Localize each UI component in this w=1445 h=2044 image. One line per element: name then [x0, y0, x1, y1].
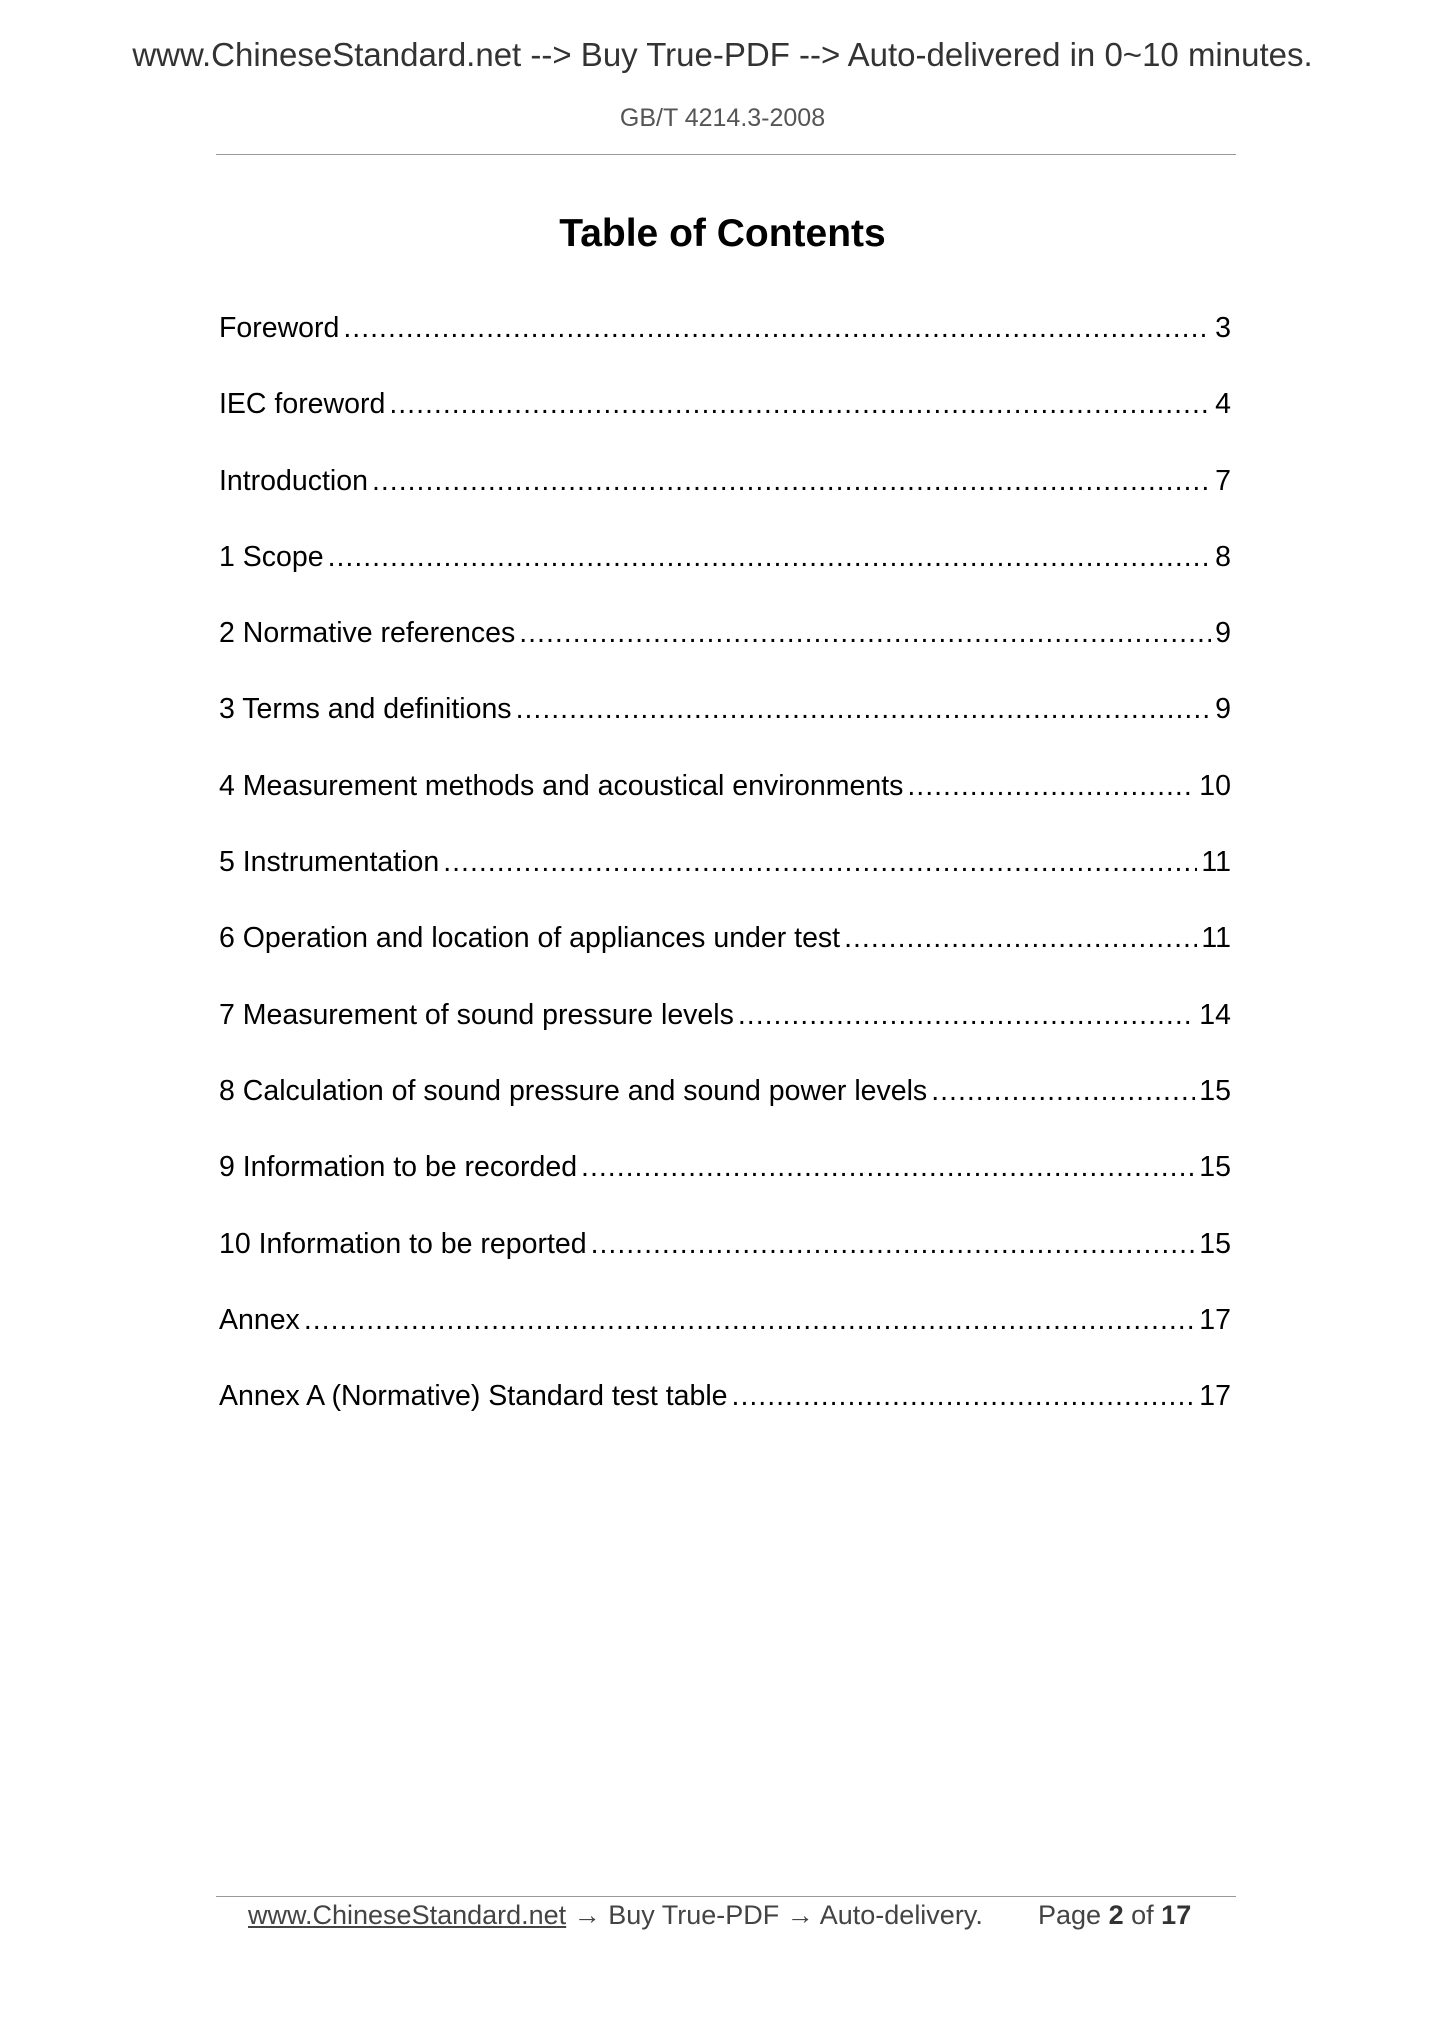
toc-entry-label: 10 Information to be reported: [219, 1227, 587, 1260]
toc-entry-page: 7: [1215, 464, 1231, 497]
toc-entry-iec-foreword[interactable]: [219, 388, 1231, 464]
footer-page-word: Page: [1038, 1900, 1102, 1930]
footer-website-link[interactable]: www.ChineseStandard.net: [248, 1900, 567, 1930]
footer-delivery-text: → Buy True-PDF → Auto-delivery.: [566, 1900, 983, 1930]
toc-entry-page: 9: [1215, 617, 1231, 650]
toc-entry-label: 3 Terms and definitions: [219, 693, 512, 726]
toc-entry-page: 14: [1199, 998, 1231, 1031]
toc-entry-label: 9 Information to be recorded: [219, 1151, 578, 1184]
header-divider: [216, 154, 1236, 155]
toc-entry-introduction[interactable]: [219, 465, 1231, 541]
toc-entry-page: 17: [1199, 1303, 1231, 1336]
toc-entry-label: 5 Instrumentation: [219, 846, 440, 879]
toc-entry-foreword[interactable]: [219, 312, 1231, 388]
footer-total-pages: 17: [1161, 1900, 1192, 1930]
toc-entry-page: 8: [1215, 540, 1231, 573]
toc-entry-annex-a[interactable]: [219, 1380, 1231, 1456]
footer-current-page: 2: [1108, 1900, 1124, 1930]
toc-dot-leader: [343, 312, 1211, 345]
toc-entry-label: IEC foreword: [219, 388, 386, 421]
toc-dot-leader: [372, 465, 1211, 498]
footer-divider: [216, 1896, 1236, 1897]
toc-entry-label: 7 Measurement of sound pressure levels: [219, 998, 734, 1031]
toc-entry-label: Annex: [219, 1303, 300, 1336]
toc-entry-page: 17: [1199, 1380, 1231, 1413]
toc-entry-label: 6 Operation and location of appliances under test: [219, 922, 841, 955]
toc-entry-measurement-of-sound-pressure[interactable]: [219, 999, 1231, 1075]
toc-entry-label: Foreword: [219, 312, 340, 344]
toc-entry-page: 11: [1201, 922, 1231, 955]
toc-entry-label: 8 Calculation of sound pressure and sound power levels: [219, 1074, 928, 1107]
toc-entry-label: 2 Normative references: [219, 617, 516, 650]
toc-entry-terms-and-definitions[interactable]: [219, 693, 1231, 769]
toc-entry-label: Introduction: [219, 464, 368, 497]
toc-entry-normative-references[interactable]: [219, 617, 1231, 693]
toc-dot-leader: [907, 770, 1195, 803]
standard-number-header: GB/T 4214.3-2008: [619, 104, 826, 132]
toc-entry-page: 15: [1199, 1074, 1231, 1107]
toc-entry-page: 3: [1215, 312, 1231, 344]
toc-entry-page: 11: [1201, 846, 1231, 879]
top-banner: www.ChineseStandard.net --> Buy True-PDF --> Auto-delivered in 0~10 minutes.: [132, 36, 1313, 73]
toc-entry-page: 15: [1199, 1151, 1231, 1184]
toc-list: [219, 312, 1231, 1456]
toc-entry-annex[interactable]: [219, 1304, 1231, 1380]
toc-entry-label: Annex A (Normative) Standard test table: [219, 1380, 728, 1413]
toc-dot-leader: [931, 1075, 1195, 1108]
toc-dot-leader: [732, 1380, 1196, 1413]
toc-dot-leader: [591, 1228, 1196, 1261]
toc-entry-page: 15: [1199, 1227, 1231, 1260]
footer-of-word: of: [1131, 1900, 1154, 1930]
toc-entry-operation-and-location[interactable]: [219, 922, 1231, 998]
toc-dot-leader: [443, 846, 1197, 879]
toc-entry-instrumentation[interactable]: [219, 846, 1231, 922]
toc-entry-label: 4 Measurement methods and acoustical environments: [219, 769, 904, 802]
toc-dot-leader: [738, 999, 1195, 1032]
toc-dot-leader: [328, 541, 1212, 574]
toc-entry-information-reported[interactable]: [219, 1228, 1231, 1304]
toc-dot-leader: [519, 617, 1211, 650]
toc-entry-page: 9: [1215, 693, 1231, 726]
toc-entry-label: 1 Scope: [219, 540, 324, 573]
toc-entry-measurement-methods[interactable]: [219, 770, 1231, 846]
toc-entry-page: 10: [1199, 769, 1231, 802]
toc-dot-leader: [581, 1151, 1195, 1184]
page-footer: [248, 1900, 1208, 1931]
toc-dot-leader: [516, 693, 1212, 726]
toc-entry-scope[interactable]: [219, 541, 1231, 617]
toc-entry-information-recorded[interactable]: [219, 1151, 1231, 1227]
footer-page-indicator: [1038, 1900, 1191, 1931]
toc-dot-leader: [844, 922, 1197, 955]
toc-entry-page: 4: [1215, 388, 1231, 421]
toc-entry-calculation[interactable]: [219, 1075, 1231, 1151]
toc-title: Table of Contents: [559, 212, 886, 255]
toc-dot-leader: [389, 388, 1211, 421]
toc-dot-leader: [304, 1304, 1195, 1337]
